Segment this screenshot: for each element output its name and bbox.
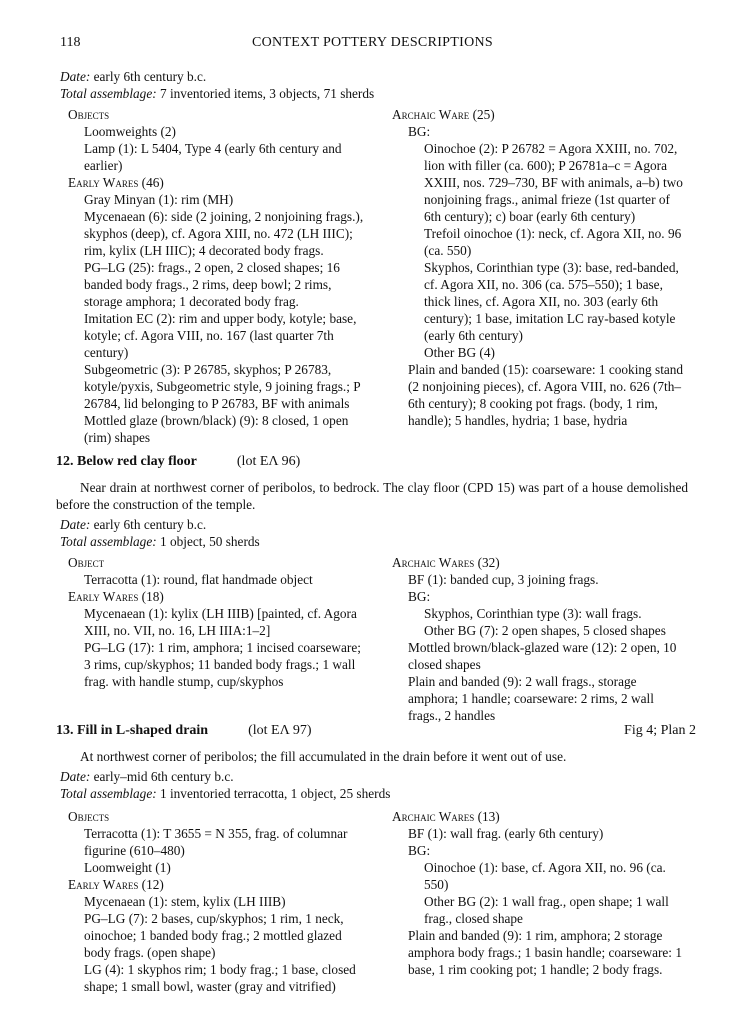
ctx13-meta [60,768,690,802]
ctx13-description: At northwest corner of peribolos; the fill accumulated in the drain before it went out of use. [80,749,567,764]
catalog-entry: BF (1): banded cup, 3 joining frags. [408,572,599,587]
category-heading: Objects [68,809,110,824]
ctx11-meta [60,68,690,102]
catalog-entry: Plain and banded (15): coarseware: 1 cooking stand (2 nonjoining pieces), cf. Agora VIII, no. 626 (7th–6th century); 8 cooking pot frags. (body, 1 rim, handle); 5 handles, hydria; 1 base, hydria [408,362,684,428]
catalog-entry: Mottled glaze (brown/black) (9): 8 closed, 1 open (rim) shapes [84,413,349,445]
ctx12-heading [56,453,696,470]
catalog-entry: Skyphos, Corinthian type (3): base, red-banded, cf. Agora XII, no. 306 (ca. 575–550); 1 base, thick lines, cf. Agora XII, no. 303 (early 6th century); 1 base, imitation LC ray-based kotyle (early 6th century) [424,260,679,343]
total-value: 1 inventoried terracotta, 1 object, 25 sherds [159,786,391,801]
ctx11-left-column [68,106,368,446]
catalog-entry: PG–LG (25): frags., 2 open, 2 closed shapes; 16 banded body frags., 2 rims, deep bowl; 2 rims, storage amphora; 1 decorated body frag. [84,260,340,309]
total-label: Total assemblage: [60,786,157,801]
ctx13-right-column [392,808,684,978]
catalog-entry: Oinochoe (2): P 26782 = Agora XXIII, no. 702, lion with filler (ca. 600); P 26781a–c = Agora XXIII, nos. 729–730, BF with animals, a–b) two nonjoining frags., animal frieze (1st quarter of 6th century); c) boar (early 6th century) [424,141,683,224]
catalog-entry: Loomweights (2) [84,124,176,139]
catalog-entry: Gray Minyan (1): rim (MH) [84,192,234,207]
category-heading: Early Wares (46) [68,175,164,190]
catalog-entry: Plain and banded (9): 1 rim, amphora; 2 storage amphora body frags.; 1 basin handle; coarseware: 1 base, 1 rim cooking pot; 1 handle; 2 body frags. [408,928,682,977]
catalog-entry: Other BG (2): 1 wall frag., open shape; 1 wall frag., closed shape [424,894,669,926]
ctx12-description: Near drain at northwest corner of peribolos, to bedrock. The clay floor (CPD 15) was part of a house demolished before the construction of the temple. [56,480,688,512]
catalog-entry: Other BG (7): 2 open shapes, 5 closed shapes [424,623,666,638]
category-heading: Archaic Wares (13) [392,809,500,824]
ctx13-left-column [68,808,368,995]
catalog-entry: Mycenaean (1): kylix (LH IIIB) [painted, cf. Agora XIII, no. VII, no. 16, LH IIIA:1–2] [84,606,357,638]
catalog-entry: BG: [408,589,431,604]
date-value: early 6th century b.c. [93,517,207,532]
ctx12-left-column [68,554,368,690]
page-header [60,34,685,54]
catalog-entry: PG–LG (17): 1 rim, amphora; 1 incised coarseware; 3 rims, cup/skyphos; 11 banded body frags.; 1 wall frag. with handle stump, cup/skyphos [84,640,361,689]
total-value: 1 object, 50 sherds [159,534,260,549]
date-label: Date: [60,769,91,784]
catalog-entry: Loomweight (1) [84,860,171,875]
total-label: Total assemblage: [60,86,157,101]
total-label: Total assemblage: [60,534,157,549]
category-heading: Early Wares (12) [68,877,164,892]
catalog-entry: Subgeometric (3): P 26785, skyphos; P 26783, kotyle/pyxis, Subgeometric style, 9 joining frags.; P 26784, lid belonging to P 26783, BF with animals [84,362,361,411]
catalog-entry: Lamp (1): L 5404, Type 4 (early 6th century and earlier) [84,141,342,173]
catalog-entry: Terracotta (1): T 3655 = N 355, frag. of columnar figurine (610–480) [84,826,348,858]
ctx13-title: 13. Fill in L-shaped drain [56,723,209,738]
catalog-entry: Other BG (4) [424,345,495,360]
catalog-entry: BG: [408,124,431,139]
date-label: Date: [60,69,91,84]
catalog-entry: Skyphos, Corinthian type (3): wall frags. [424,606,642,621]
catalog-entry: Trefoil oinochoe (1): neck, cf. Agora XII, no. 96 (ca. 550) [424,226,682,258]
catalog-entry: LG (4): 1 skyphos rim; 1 body frag.; 1 base, closed shape; 1 small bowl, waster (gray and vitrified) [84,962,356,994]
ctx12-meta [60,516,690,550]
ctx12-lot: (lot EΛ 96) [236,454,301,469]
ctx13-lot: (lot EΛ 97) [248,723,312,738]
catalog-entry: Imitation EC (2): rim and upper body, kotyle; base, kotyle; cf. Agora VIII, no. 167 (last quarter 7th century) [84,311,357,360]
date-value: early 6th century b.c. [93,69,207,84]
ctx11-right-column [392,106,684,429]
category-heading: Early Wares (18) [68,589,164,604]
catalog-entry: Mycenaean (1): stem, kylix (LH IIIB) [84,894,286,909]
category-heading: Objects [68,107,110,122]
date-label: Date: [60,517,91,532]
catalog-entry: BF (1): wall frag. (early 6th century) [408,826,604,841]
ctx13-heading [56,722,696,739]
catalog-entry: Plain and banded (9): 2 wall frags., storage amphora; 1 handle; coarseware: 2 rims, 2 wall frags., 2 handles [408,674,654,723]
catalog-entry: Mottled brown/black-glazed ware (12): 2 open, 10 closed shapes [408,640,677,672]
page-number: 118 [60,35,81,50]
running-title: CONTEXT POTTERY DESCRIPTIONS [252,35,493,50]
ctx13-figure-ref: Fig 4; Plan 2 [624,723,696,738]
ctx12-right-column [392,554,684,724]
ctx12-title: 12. Below red clay floor [56,454,197,469]
category-heading: Archaic Ware (25) [392,107,495,122]
catalog-entry: PG–LG (7): 2 bases, cup/skyphos; 1 rim, 1 neck, oinochoe; 1 banded body frag.; 2 mottled glazed body frags. (open shape) [84,911,344,960]
total-value: 7 inventoried items, 3 objects, 71 sherds [159,86,375,101]
catalog-entry: Mycenaean (6): side (2 joining, 2 nonjoining frags.), skyphos (deep), cf. Agora XIII, no. 472 (LH IIIC); rim, kylix (LH IIIC); 4 decorated body frags. [84,209,364,258]
catalog-entry: BG: [408,843,431,858]
catalog-entry: Oinochoe (1): base, cf. Agora XII, no. 96 (ca. 550) [424,860,666,892]
catalog-entry: Terracotta (1): round, flat handmade object [84,572,313,587]
category-heading: Object [68,555,105,570]
date-value: early–mid 6th century b.c. [93,769,234,784]
category-heading: Archaic Wares (32) [392,555,500,570]
